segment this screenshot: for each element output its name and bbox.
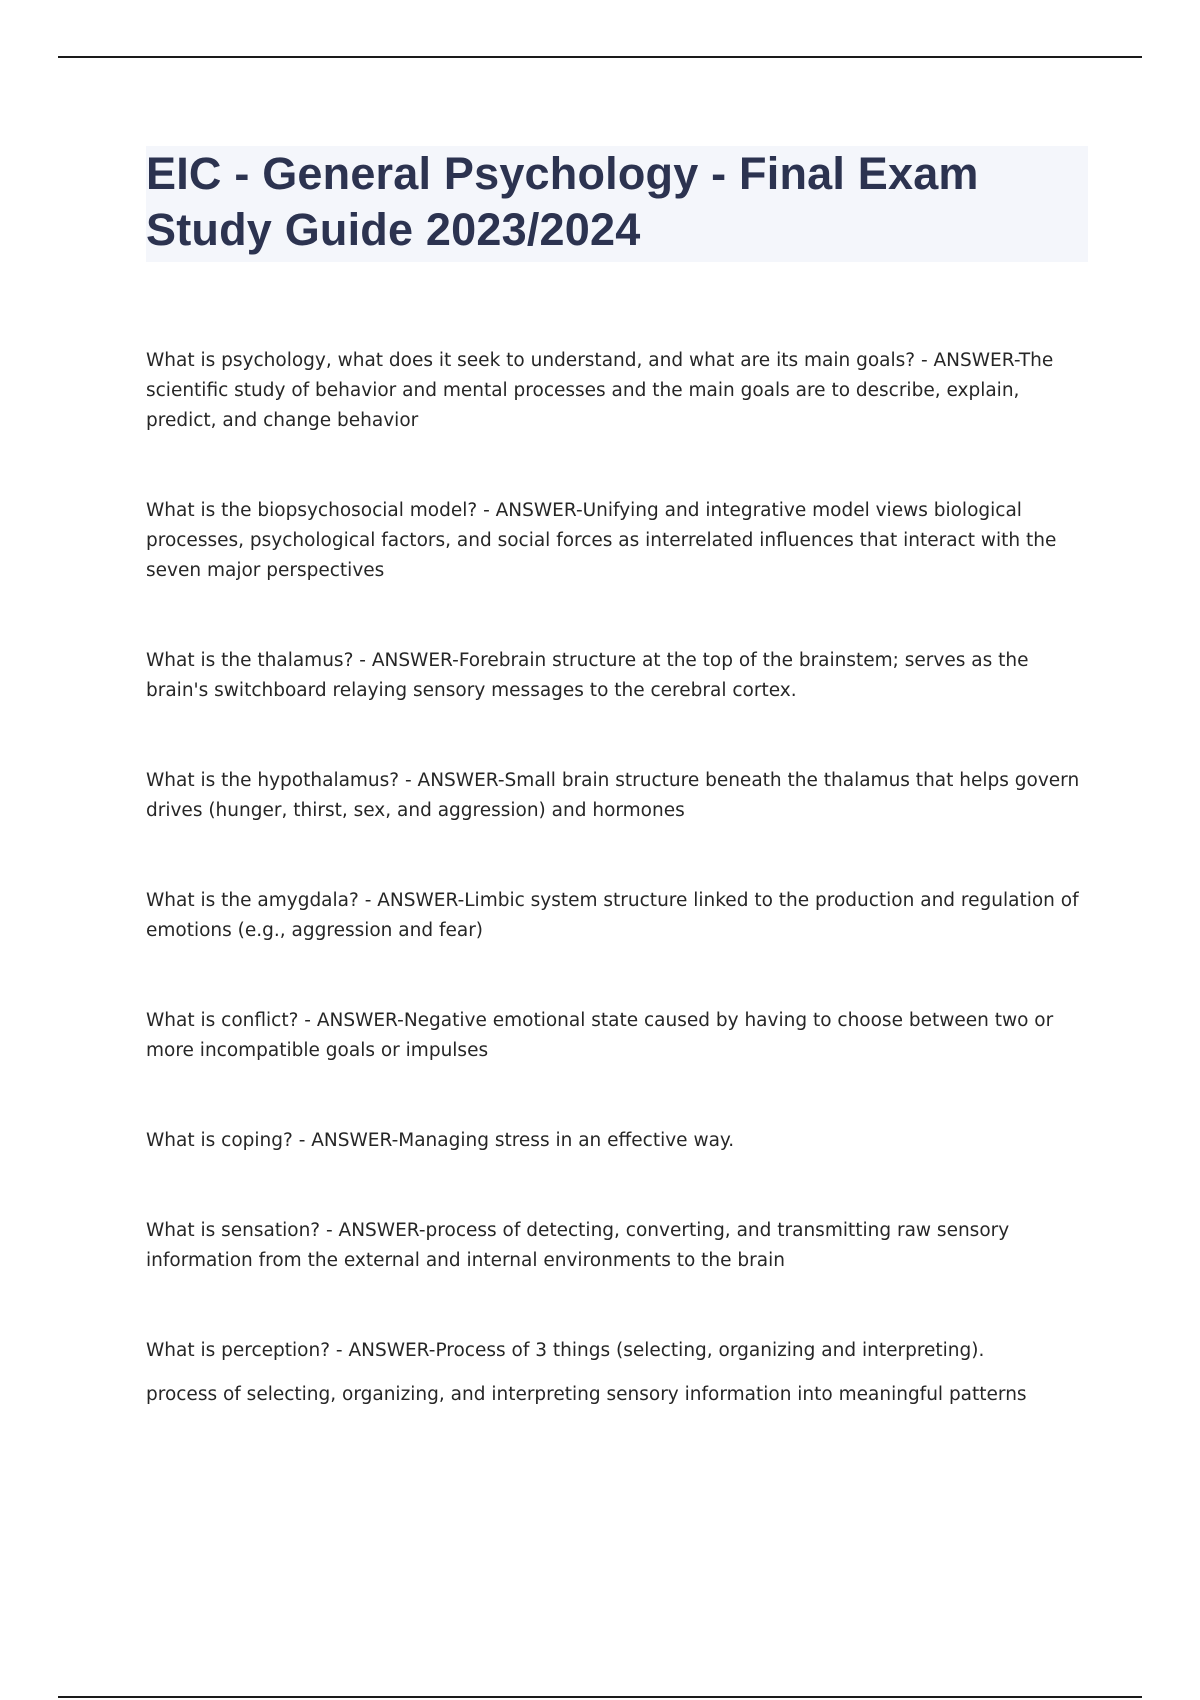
qa-text: What is the amygdala? - ANSWER-Limbic system structure linked to the production and regulation of emotions (e.g., aggression and fear): [146, 890, 1079, 941]
qa-text: What is the hypothalamus? - ANSWER-Small brain structure beneath the thalamus that helps govern drives (hunger, thirst, sex, and aggression) and hormones: [146, 770, 1080, 821]
qa-list: [146, 346, 1086, 1470]
qa-text: What is conflict? - ANSWER-Negative emotional state caused by having to choose between two or more incompatible goals or impulses: [146, 1010, 1054, 1061]
qa-entry: [146, 1006, 1086, 1066]
qa-text: What is coping? - ANSWER-Managing stress in an effective way.: [146, 1130, 735, 1151]
qa-entry: [146, 1336, 1086, 1410]
qa-entry: [146, 496, 1086, 586]
qa-text: What is psychology, what does it seek to understand, and what are its main goals? - ANSWER-The scientific study of behavior and mental processes and the main goals are to describe, explain, predict, and change behavior: [146, 350, 1054, 431]
qa-text: What is the biopsychosocial model? - ANSWER-Unifying and integrative model views biological processes, psychological factors, and social forces as interrelated influences that interact with the seven major perspectives: [146, 500, 1057, 581]
qa-extra-text: process of selecting, organizing, and interpreting sensory information into meaningful patterns: [146, 1384, 1027, 1405]
qa-entry: [146, 346, 1086, 436]
qa-entry: [146, 1216, 1086, 1276]
qa-entry: [146, 1126, 1086, 1156]
qa-text: What is the thalamus? - ANSWER-Forebrain structure at the top of the brainstem; serves as the brain's switchboard relaying sensory messages to the cerebral cortex.: [146, 650, 1029, 701]
top-divider: [58, 56, 1142, 58]
qa-entry: [146, 886, 1086, 946]
document-title: EIC - General Psychology - Final Exam Study Guide 2023/2024: [146, 148, 979, 255]
qa-entry: [146, 766, 1086, 826]
qa-text: What is sensation? - ANSWER-process of detecting, converting, and transmitting raw sensory information from the external and internal environments to the brain: [146, 1220, 1010, 1271]
qa-entry: [146, 646, 1086, 706]
qa-text: What is perception? - ANSWER-Process of 3 things (selecting, organizing and interpreting).: [146, 1340, 985, 1361]
title-banner: [146, 146, 1088, 262]
bottom-divider: [58, 1696, 1142, 1698]
